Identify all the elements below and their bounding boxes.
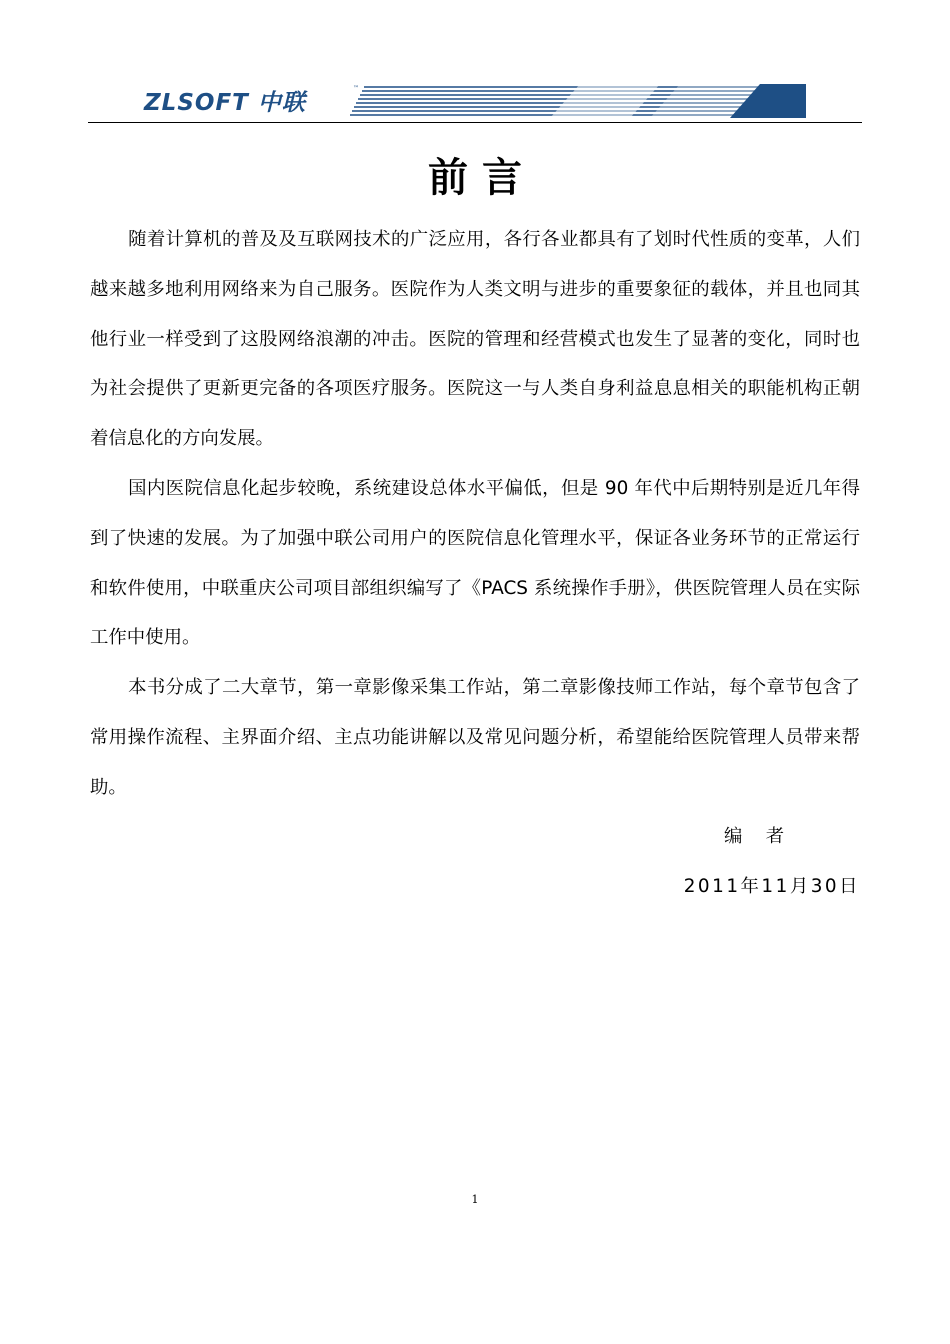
paragraph: 国内医院信息化起步较晚，系统建设总体水平偏低，但是 90 年代中后期特别是近几年得到了快速的发展。为了加强中联公司用户的医院信息化管理水平，保证各业务环节的正常运行和软件使用，中联重庆公司项目部组织编写了《PACS 系统操作手册》，供医院管理人员在实际工作中使用。 xyxy=(90,477,860,649)
date: 2011年11月30日 xyxy=(683,876,860,897)
paragraph: 本书分成了二大章节，第一章影像采集工作站，第二章影像技师工作站，每个章节包含了常用操作流程、主界面介绍、主点功能讲解以及常见问题分析，希望能给医院管理人员带来帮助。 xyxy=(90,677,860,798)
preface-body xyxy=(90,215,860,813)
trademark-mark: ™ xyxy=(353,85,359,92)
page-number: 1 xyxy=(471,1193,479,1206)
page-header xyxy=(88,82,862,124)
zlsoft-logo: ZLSOFT 中联 xyxy=(144,90,306,116)
header-stripes-decoration xyxy=(350,84,806,118)
paragraph: 随着计算机的普及及互联网技术的广泛应用，各行各业都具有了划时代性质的变革，人们越来越多地利用网络来为自己服务。医院作为人类文明与进步的重要象征的载体，并且也同其他行业一样受到了这股网络浪潮的冲击。医院的管理和经营模式也发生了显著的变化，同时也为社会提供了更新更完备的各项医疗服务。医院这一与人类自身利益息息相关的职能机构正朝着信息化的方向发展。 xyxy=(90,229,860,450)
page-title: 前 言 xyxy=(428,155,522,201)
signature: 编 者 xyxy=(724,826,785,847)
header-rule xyxy=(88,122,862,123)
